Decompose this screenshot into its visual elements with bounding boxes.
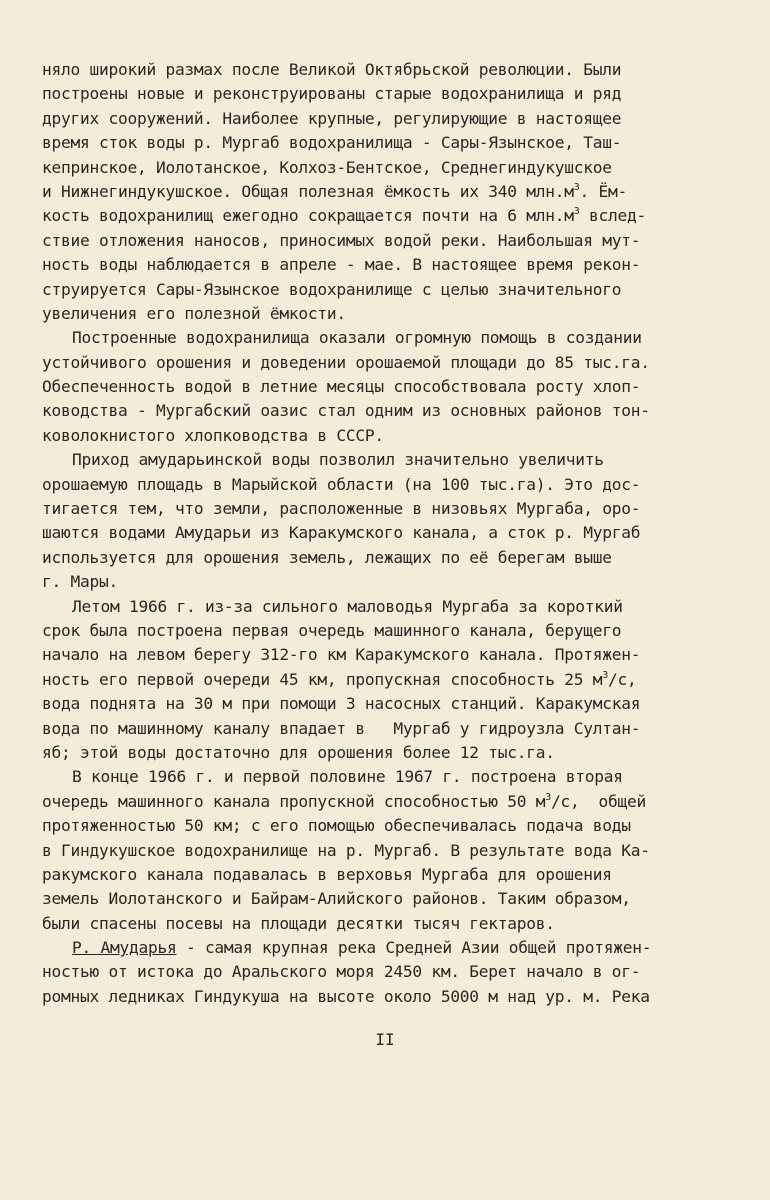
text-line: в Гиндукушское водохранилище на р. Мургаб. В результате вода Ка- (42, 840, 650, 860)
text-line (42, 326, 742, 350)
text-line: ность воды наблюдается в апреле - мае. В настоящее время рекон- (42, 255, 641, 275)
page-number: II (375, 1030, 395, 1049)
text-line: вода поднята на 30 м при помощи 3 насосных станций. Каракумская (42, 694, 641, 714)
text-segment: В конце 1966 г. и первой половине 1967 г. построена вторая (72, 767, 623, 787)
text-line: были спасены посевы на площади десятки тысяч гектаров. (42, 913, 555, 933)
text-segment: - самая крупная река Средней Азии общей протяжен- (176, 938, 652, 958)
text-segment: и Нижнегиндукушское. Общая полезная ёмкость их 340 млн.м (42, 181, 574, 201)
text-line (42, 180, 742, 204)
superscript: 3 (573, 181, 580, 193)
text-line: няло широкий размах после Великой Октябрьской революции. Были (42, 60, 622, 79)
text-line: устойчивого орошения и доведении орошаемой площади до 85 тыс.га. (42, 352, 650, 372)
text-line: г. Мары. (42, 572, 118, 592)
text-line: других сооружений. Наиболее крупные, регулирующие в настоящее (42, 108, 622, 128)
text-line: шаются водами Амударьи из Каракумского канала, а сток р. Мургаб (42, 523, 641, 543)
text-line: коволокнистого хлопководства в СССР. (42, 425, 384, 445)
text-line: построены новые и реконструированы старые водохранилища и ряд (42, 84, 622, 104)
text-line: используется для орошения земель, лежащих по её берегам выше (42, 547, 612, 567)
text-segment: ность его первой очереди 45 км, пропускная способность 25 м (42, 669, 603, 689)
text-line: ностью от истока до Аральского моря 2450 км. Берет начало в ог- (42, 962, 641, 982)
text-segment: Построенные водохранилища оказали огромную помощь в создании (72, 328, 642, 348)
text-segment: /с, общей (551, 791, 647, 811)
text-line (42, 595, 742, 619)
text-line: тигается тем, что земли, расположенные в низовьях Мургаба, оро- (42, 499, 641, 519)
text-line (42, 448, 742, 472)
text-line (42, 668, 742, 692)
text-segment: вслед- (579, 206, 647, 226)
text-line (42, 765, 742, 789)
text-segment: . Ём- (579, 181, 628, 201)
text-line (42, 936, 742, 960)
body-text (42, 58, 742, 1009)
text-segment: очередь машинного канала пропускной способностью 50 м (42, 791, 546, 811)
superscript: 3 (545, 791, 552, 803)
text-line (42, 790, 742, 814)
text-line: яб; этой воды достаточно для орошения более 12 тыс.га. (42, 742, 555, 762)
text-line: ствие отложения наносов, приносимых водой реки. Наибольшая мут- (42, 230, 641, 250)
text-line: струируется Сары-Язынское водохранилище с целью значительного (42, 279, 622, 299)
text-segment: /с, (608, 669, 637, 689)
superscript: 3 (602, 669, 609, 681)
text-line: время сток воды р. Мургаб водохранилища - Сары-Язынское, Таш- (42, 133, 622, 153)
text-segment: кость водохранилищ ежегодно сокращается почти на 6 млн.м (42, 206, 574, 226)
text-line: срок была построена первая очередь машинного канала, берущего (42, 620, 622, 640)
text-line (42, 204, 742, 228)
text-line: протяженностью 50 км; с его помощью обеспечивалась подача воды (42, 816, 631, 836)
text-segment: Приход амударьинской воды позволил значительно увеличить (72, 450, 604, 470)
superscript: 3 (573, 206, 580, 218)
text-line: земель Иолотанского и Байрам-Алийского районов. Таким образом, (42, 889, 631, 909)
text-line: ракумского канала подавалась в верховья Мургаба для орошения (42, 864, 612, 884)
text-line: ромных ледниках Гиндукуша на высоте около 5000 м над ур. м. Река (42, 986, 650, 1006)
text-line: начало на левом берегу 312-го км Каракумского канала. Протяжен- (42, 645, 641, 665)
text-line: увеличения его полезной ёмкости. (42, 303, 346, 323)
text-segment: Летом 1966 г. из-за сильного маловодья Мургаба за короткий (72, 596, 623, 616)
text-line: Обеспеченность водой в летние месяцы способствовала росту хлоп- (42, 377, 641, 397)
river-heading: Р. Амударья (72, 938, 177, 958)
text-line: вода по машинному каналу впадает в Мургаб у гидроузла Султан- (42, 718, 641, 738)
text-line: ководства - Мургабский оазис стал одним из основных районов тон- (42, 401, 650, 421)
text-line: орошаемую площадь в Марыйской области (на 100 тыс.га). Это дос- (42, 474, 641, 494)
text-line: кепринское, Иолотанское, Колхоз-Бентское, Среднегиндукушское (42, 157, 612, 177)
